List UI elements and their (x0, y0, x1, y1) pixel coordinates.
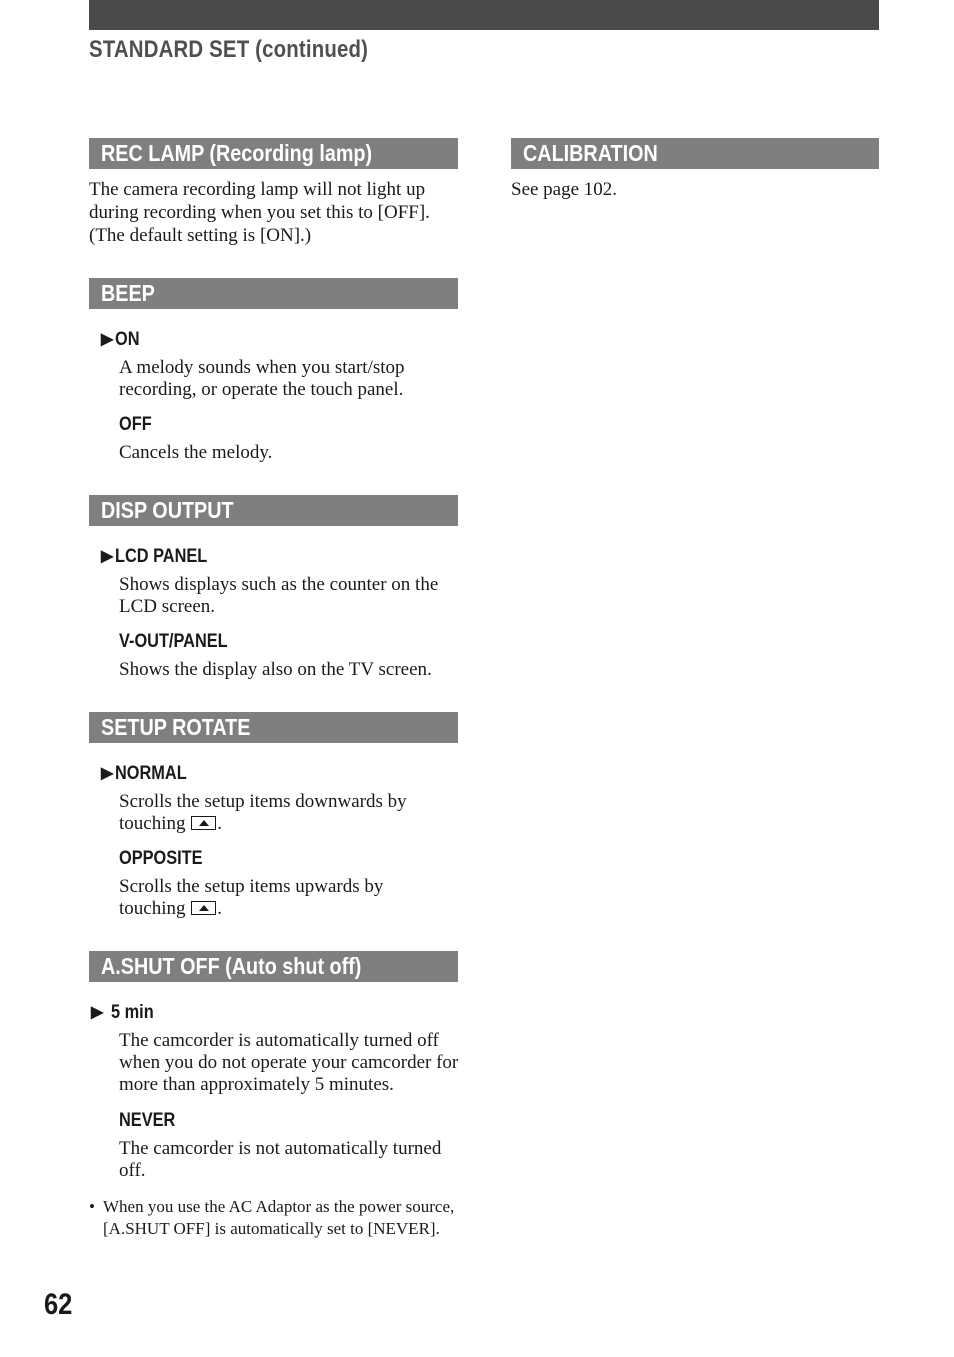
default-marker-icon: ▶ (101, 765, 114, 782)
bullet-icon: • (89, 1197, 95, 1216)
option-title-never: NEVER (119, 1110, 176, 1131)
option-desc-lcd-panel: Shows displays such as the counter on the LCD screen. (119, 574, 439, 617)
section-a-shut-off (89, 951, 458, 1271)
page-title: STANDARD SET (continued) (89, 36, 369, 63)
section-disp-output (89, 495, 458, 695)
option-desc-opposite: Scrolls the setup items upwards by touching . (119, 876, 384, 919)
section-calibration (511, 138, 879, 201)
section-title: DISP OUTPUT (89, 495, 458, 526)
section-title: REC LAMP (Recording lamp) (89, 138, 458, 169)
default-marker-icon: ▶ (91, 1004, 104, 1021)
section-text: The camera recording lamp will not light up during recording when you set this to [OFF]. (The default setting is [ON].) (89, 179, 430, 246)
default-marker-icon: ▶ (101, 548, 114, 565)
section-title: BEEP (89, 278, 458, 309)
option-desc-never: The camcorder is not automatically turned off. (119, 1138, 442, 1181)
option-title-on: ▶ ON (101, 329, 140, 350)
section-setup-rotate (89, 712, 458, 932)
option-title-off: OFF (119, 414, 152, 435)
page-number: 62 (44, 1288, 73, 1321)
section-title: A.SHUT OFF (Auto shut off) (89, 951, 458, 982)
option-title-normal: ▶ NORMAL (101, 763, 188, 784)
section-title: SETUP ROTATE (89, 712, 458, 743)
option-desc-normal: Scrolls the setup items downwards by touching . (119, 791, 407, 834)
section-beep (89, 278, 458, 478)
option-title-v-out-panel: V-OUT/PANEL (119, 631, 228, 652)
option-title-lcd-panel: ▶ LCD PANEL (101, 546, 208, 567)
default-marker-icon: ▶ (101, 331, 114, 348)
up-triangle-button-icon (191, 901, 216, 915)
option-desc-5-min: The camcorder is automatically turned off when you do not operate your camcorder for more than approximately 5 minutes. (119, 1030, 459, 1095)
option-desc-v-out-panel: Shows the display also on the TV screen. (119, 659, 432, 680)
section-rec-lamp (89, 138, 458, 247)
option-desc-on: A melody sounds when you start/stop recording, or operate the touch panel. (119, 357, 405, 400)
option-desc-off: Cancels the melody. (119, 442, 273, 463)
note: • When you use the AC Adaptor as the power source, [A.SHUT OFF] is automatically set to [NEVER]. (89, 1197, 455, 1238)
option-title-opposite: OPPOSITE (119, 848, 203, 869)
section-text: See page 102. (511, 179, 618, 200)
top-bar (89, 0, 879, 30)
up-triangle-button-icon (191, 816, 216, 830)
section-title: CALIBRATION (511, 138, 879, 169)
option-title-5-min: ▶ 5 min (91, 1002, 154, 1023)
